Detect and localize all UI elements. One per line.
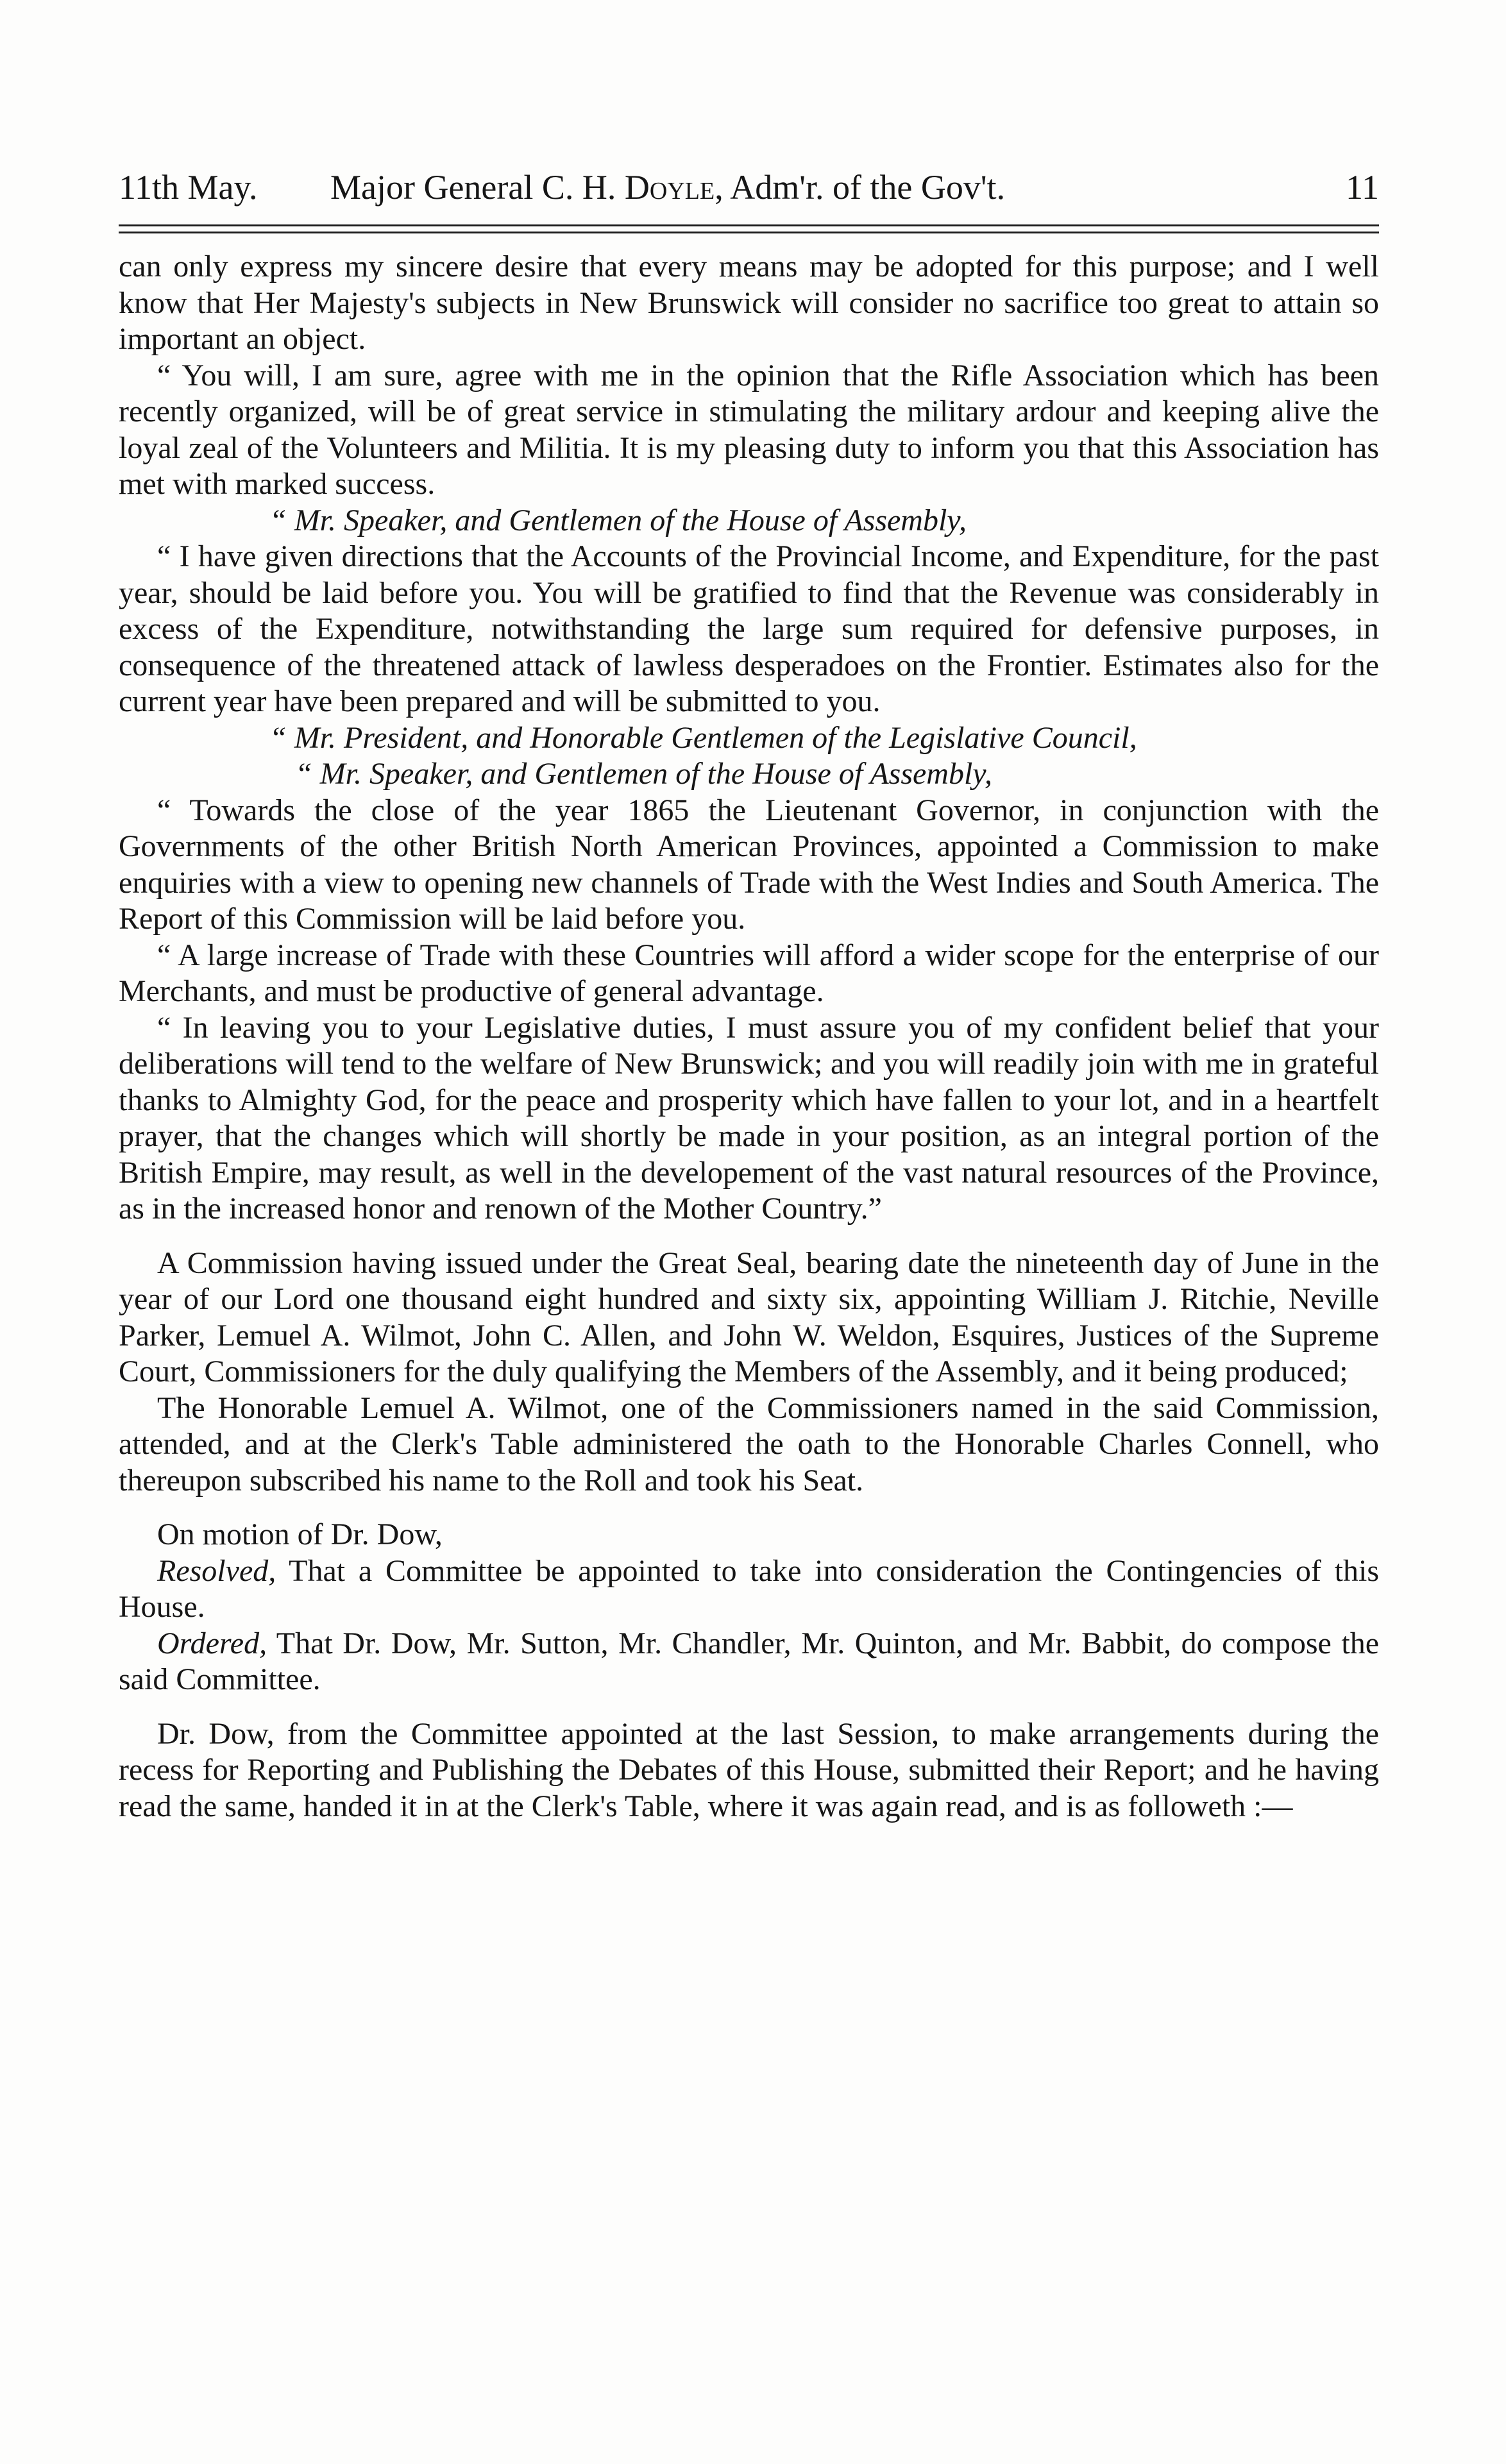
header-title [330, 162, 1005, 213]
paragraph-accounts: “ I have given directions that the Accounts of the Provincial Income, and Expenditure, for the past year, should be laid before you. You will be gratified to find that the Revenue was considerably in excess of the Expenditure, notwithstanding the large sum required for defensive purposes, in consequence of the threatened attack of lawless desperadoes on the Frontier. Estimates also for the current year have been prepared and will be submitted to you. [119, 539, 1379, 718]
paragraph-trade-commission: “ Towards the close of the year 1865 the Lieutenant Governor, in conjunction with the Governments of the other British North American Provinces, appointed a Commission to make enquiries with a view to opening new channels of Trade with the West Indies and South America. The Report of this Commission will be laid before you. [119, 793, 1379, 936]
paragraph-motion: On motion of Dr. Dow, [157, 1517, 443, 1551]
paragraph-ordered [119, 1626, 1379, 1698]
header-title-prefix: Major General C. H. [330, 168, 616, 207]
resolved-text: That a Committee be appointed to take into consideration the Contingencies of this House. [119, 1553, 1379, 1624]
body-text [119, 249, 1379, 1825]
paragraph-oath-administered: The Honorable Lemuel A. Wilmot, one of the Commissioners named in the said Commission, attended, and at the Clerk's Table administered the oath to the Honorable Charles Connell, who thereupon subscribed his name to the Roll and took his Seat. [119, 1390, 1379, 1498]
paragraph-resolved [119, 1553, 1379, 1626]
paragraph-trade-increase: “ A large increase of Trade with these Countries will afford a wider scope for the enterprise of our Merchants, and must be productive of general advantage. [119, 938, 1379, 1008]
header-rule-top [119, 224, 1379, 226]
page-number: 11 [1346, 168, 1379, 207]
paragraph-closing-address: “ In leaving you to your Legislative duties, I must assure you of my confident belief that your deliberations will tend to the welfare of New Brunswick; and you will readily join with me in grateful thanks to Almighty God, for the peace and prosperity which have fallen to your lot, and in a heartfelt prayer, that the changes which will shortly be made in your position, as an integral portion of the British Empire, may result, as well in the developement of the vast natural resources of the Province, as in the increased honor and renown of the Mother Country.” [119, 1010, 1379, 1226]
spacer [119, 1228, 1379, 1245]
salutation-council: “ Mr. President, and Honorable Gentlemen of the Legislative Council, [269, 720, 1137, 755]
spacer [119, 1499, 1379, 1517]
running-header [119, 162, 1379, 213]
paragraph-commission-issued: A Commission having issued under the Great Seal, bearing date the nineteenth day of June in the year of our Lord one thousand eight hundred and sixty six, appointing William J. Ritchie, Neville Parker, Lemuel A. Wilmot, John C. Allen, and John W. Weldon, Esquires, Justices of the Supreme Court, Commissioners for the duly qualifying the Members of the Assembly, and it being produced; [119, 1245, 1379, 1388]
header-title-name: Doyle [624, 168, 715, 207]
header-title-suffix: , Adm'r. of the Gov't. [715, 168, 1006, 207]
ordered-label: Ordered, [157, 1626, 267, 1660]
ordered-text: That Dr. Dow, Mr. Sutton, Mr. Chandler, Mr. Quinton, and Mr. Babbit, do compose the said Committee. [119, 1626, 1379, 1696]
paragraph-committee-report: Dr. Dow, from the Committee appointed at the last Session, to make arrangements during the recess for Reporting and Publishing the Debates of this House, submitted their Report; and he having read the same, handed it in at the Clerk's Table, where it was again read, and is as followeth :— [119, 1716, 1379, 1823]
salutation-assembly-second: “ Mr. Speaker, and Gentlemen of the House of Assembly, [295, 757, 992, 791]
salutation-assembly: “ Mr. Speaker, and Gentlemen of the House of Assembly, [269, 503, 967, 537]
paragraph-rifle-association: “ You will, I am sure, agree with me in the opinion that the Rifle Association which has been recently organized, will be of great service in stimulating the military ardour and keeping alive the loyal zeal of the Volunteers and Militia. It is my pleasing duty to inform you that this Association has met with marked success. [119, 358, 1379, 501]
header-date: 11th May. [119, 168, 258, 207]
spacer [119, 1698, 1379, 1716]
resolved-label: Resolved, [157, 1553, 276, 1588]
paragraph-speech-continuation: can only express my sincere desire that every means may be adopted for this purpose; and I well know that Her Majesty's subjects in New Brunswick will consider no sacrifice too great to attain so important an object. [119, 249, 1379, 356]
header-rule-bottom [119, 232, 1379, 233]
